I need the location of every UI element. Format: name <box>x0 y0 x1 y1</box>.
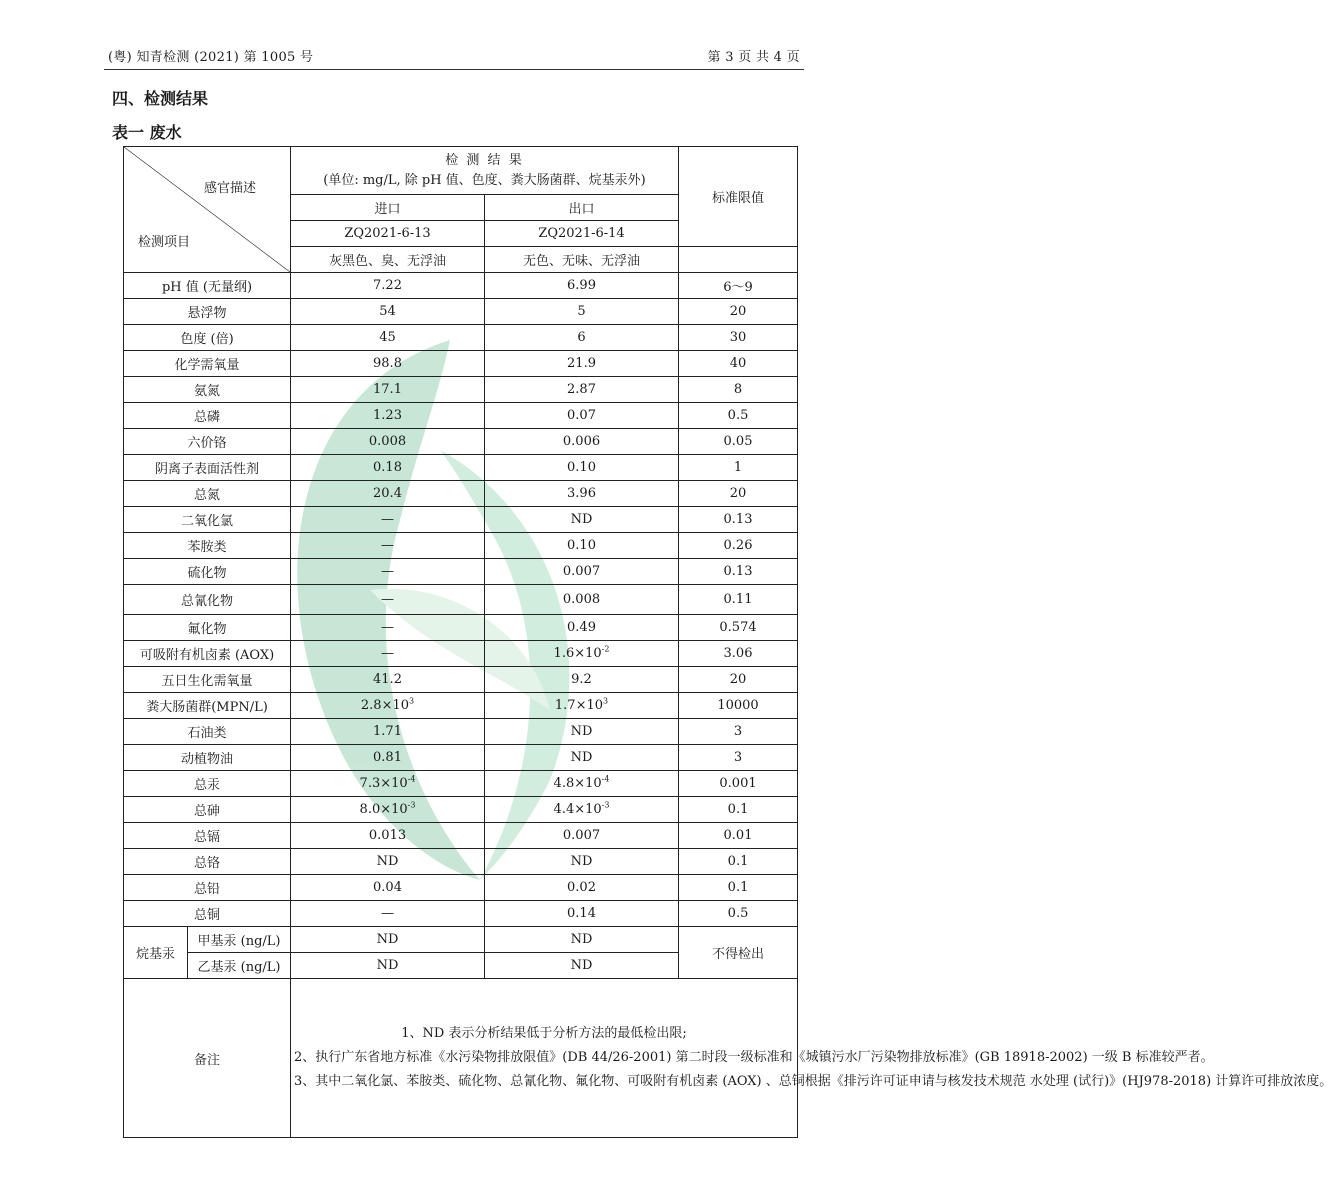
header-divider <box>104 69 804 70</box>
inlet-value <box>291 693 485 719</box>
outlet-value: 5 <box>485 299 679 325</box>
outlet-label: 出口 <box>485 195 679 221</box>
test-item: 色度 (倍) <box>124 325 291 351</box>
test-item: 总铜 <box>124 901 291 927</box>
outlet-value: ND <box>485 719 679 745</box>
limit-value: 3 <box>679 719 798 745</box>
table-row <box>124 667 798 693</box>
inlet-value: — <box>291 559 485 585</box>
table-row <box>124 429 798 455</box>
table-row <box>124 585 798 615</box>
inlet-value: 0.013 <box>291 823 485 849</box>
table-row <box>124 901 798 927</box>
test-item: 总铬 <box>124 849 291 875</box>
table-row <box>124 823 798 849</box>
test-item: 五日生化需氧量 <box>124 667 291 693</box>
limit-value: 30 <box>679 325 798 351</box>
inlet-value: 45 <box>291 325 485 351</box>
test-item: 总镉 <box>124 823 291 849</box>
inlet-value: ND <box>291 849 485 875</box>
test-item: 总磷 <box>124 403 291 429</box>
section-title: 四、检测结果 <box>112 89 209 108</box>
inlet-value <box>291 771 485 797</box>
inlet-value: 98.8 <box>291 351 485 377</box>
outlet-value-base: 1.6×10 <box>553 646 602 661</box>
test-item: 可吸附有机卤素 (AOX) <box>124 641 291 667</box>
test-item: 总铅 <box>124 875 291 901</box>
page-indicator: 第 3 页 共 4 页 <box>707 50 800 65</box>
table-row <box>124 771 798 797</box>
test-item: 氨氮 <box>124 377 291 403</box>
outlet-value: 0.14 <box>485 901 679 927</box>
test-item: 总氮 <box>124 481 291 507</box>
table-row <box>124 351 798 377</box>
limit-value: 10000 <box>679 693 798 719</box>
outlet-value: 6 <box>485 325 679 351</box>
table-row <box>124 533 798 559</box>
outlet-value-base: 4.8×10 <box>553 776 602 791</box>
outlet-value: ND <box>485 849 679 875</box>
inlet-value-exponent: -4 <box>407 774 416 784</box>
table-row <box>124 273 798 299</box>
outlet-value <box>485 771 679 797</box>
inlet-value: — <box>291 641 485 667</box>
test-item: 六价铬 <box>124 429 291 455</box>
outlet-value <box>485 797 679 823</box>
inlet-value: 1.23 <box>291 403 485 429</box>
wastewater-results-table <box>123 146 1332 1138</box>
limit-value: 1 <box>679 455 798 481</box>
inlet-value: 54 <box>291 299 485 325</box>
table-row <box>124 875 798 901</box>
outlet-value: ND <box>485 745 679 771</box>
inlet-sample-code: ZQ2021-6-13 <box>291 221 485 247</box>
inlet-value: — <box>291 615 485 641</box>
table-row <box>124 615 798 641</box>
outlet-value: ND <box>485 927 679 953</box>
inlet-value: 17.1 <box>291 377 485 403</box>
test-item: 二氧化氯 <box>124 507 291 533</box>
table-title: 表一 废水 <box>112 123 182 142</box>
inlet-value: 0.04 <box>291 875 485 901</box>
table-row <box>124 745 798 771</box>
note-item: 2、执行广东省地方标准《水污染物排放限值》(DB 44/26-2001) 第二时段一级标准和《城镇污水厂污染物排放标准》(GB 18918-2002) 一级 B 标准较严者。 <box>294 1050 1214 1065</box>
inlet-value: — <box>291 533 485 559</box>
inlet-value: 1.71 <box>291 719 485 745</box>
limit-value: 6～9 <box>679 273 798 299</box>
outlet-value: 6.99 <box>485 273 679 299</box>
limit-value: 0.1 <box>679 797 798 823</box>
notes-content <box>291 979 1332 1138</box>
limit-value: 8 <box>679 377 798 403</box>
table-row <box>124 693 798 719</box>
inlet-description: 灰黑色、臭、无浮油 <box>291 247 485 273</box>
outlet-value: 0.007 <box>485 559 679 585</box>
outlet-value-exponent: -3 <box>601 800 610 810</box>
inlet-value: 41.2 <box>291 667 485 693</box>
limit-value: 20 <box>679 667 798 693</box>
inlet-value: — <box>291 585 485 615</box>
outlet-value: 0.10 <box>485 533 679 559</box>
corner-cell <box>124 147 291 273</box>
alkyl-mercury-group: 烷基汞 <box>124 927 188 979</box>
notes-row <box>124 979 798 1138</box>
test-item: 硫化物 <box>124 559 291 585</box>
table-row <box>124 377 798 403</box>
limit-value: 0.13 <box>679 559 798 585</box>
outlet-value: 0.006 <box>485 429 679 455</box>
table-row <box>124 481 798 507</box>
inlet-value-exponent: 3 <box>409 696 415 706</box>
outlet-value: 21.9 <box>485 351 679 377</box>
notes-label: 备注 <box>124 979 291 1138</box>
test-item: 氟化物 <box>124 615 291 641</box>
inlet-value-base: 2.8×10 <box>360 698 409 713</box>
inlet-value: 0.008 <box>291 429 485 455</box>
outlet-value-exponent: 3 <box>603 696 609 706</box>
table-row <box>124 507 798 533</box>
outlet-value-base: 1.7×10 <box>554 698 604 713</box>
table-row <box>124 325 798 351</box>
limit-value: 20 <box>679 481 798 507</box>
inlet-value: — <box>291 507 485 533</box>
outlet-value: ND <box>485 953 679 979</box>
outlet-value: 2.87 <box>485 377 679 403</box>
inlet-value-exponent: -3 <box>407 800 416 810</box>
outlet-value <box>485 693 679 719</box>
test-item: 化学需氧量 <box>124 351 291 377</box>
table-row <box>124 797 798 823</box>
limit-value: 40 <box>679 351 798 377</box>
note-item: 3、其中二氧化氯、苯胺类、硫化物、总氰化物、氟化物、可吸附有机卤素 (AOX) 、总铜根据《排污许可证申请与核发技术规范 水处理 (试行)》(HJ978-2018) 计算许可排放浓度。 <box>294 1074 1332 1089</box>
table-row <box>124 849 798 875</box>
result-header <box>291 147 679 195</box>
outlet-sample-code: ZQ2021-6-14 <box>485 221 679 247</box>
outlet-value: 0.02 <box>485 875 679 901</box>
test-item: 阴离子表面活性剂 <box>124 455 291 481</box>
limit-value: 0.26 <box>679 533 798 559</box>
outlet-value-exponent: -2 <box>601 644 610 654</box>
limit-value: 3.06 <box>679 641 798 667</box>
table-row <box>124 455 798 481</box>
inlet-value: ND <box>291 927 485 953</box>
result-title: 检 测 结 果 <box>445 152 524 168</box>
table-row <box>124 299 798 325</box>
outlet-value-base: 4.4×10 <box>553 802 602 817</box>
outlet-value <box>485 641 679 667</box>
outlet-value: 3.96 <box>485 481 679 507</box>
outlet-value: 0.008 <box>485 585 679 615</box>
test-item: pH 值 (无量纲) <box>124 273 291 299</box>
limit-value: 3 <box>679 745 798 771</box>
limit-value: 0.1 <box>679 875 798 901</box>
limit-value: 0.05 <box>679 429 798 455</box>
limit-value: 0.5 <box>679 901 798 927</box>
test-item: 动植物油 <box>124 745 291 771</box>
test-item-label: 检测项目 <box>138 235 191 250</box>
outlet-description: 无色、无味、无浮油 <box>485 247 679 273</box>
outlet-value: ND <box>485 507 679 533</box>
table-row <box>124 559 798 585</box>
test-item: 石油类 <box>124 719 291 745</box>
test-item: 苯胺类 <box>124 533 291 559</box>
table-row <box>124 403 798 429</box>
unit-note: (单位: mg/L, 除 pH 值、色度、粪大肠菌群、烷基汞外) <box>323 172 646 188</box>
outlet-value: 0.007 <box>485 823 679 849</box>
limit-blank <box>679 247 798 273</box>
test-item: 粪大肠菌群(MPN/L) <box>124 693 291 719</box>
limit-value: 20 <box>679 299 798 325</box>
limit-value: 不得检出 <box>679 927 798 979</box>
test-item: 总砷 <box>124 797 291 823</box>
inlet-value: 7.22 <box>291 273 485 299</box>
inlet-value-base: 8.0×10 <box>359 802 408 817</box>
limit-header: 标准限值 <box>679 147 798 247</box>
table-row <box>124 641 798 667</box>
outlet-value: 9.2 <box>485 667 679 693</box>
inlet-value: 0.81 <box>291 745 485 771</box>
outlet-value: 0.10 <box>485 455 679 481</box>
inlet-value: 0.18 <box>291 455 485 481</box>
outlet-value: 0.49 <box>485 615 679 641</box>
sensory-desc-label: 感官描述 <box>204 181 257 196</box>
inlet-value-base: 7.3×10 <box>359 776 408 791</box>
limit-value: 0.1 <box>679 849 798 875</box>
limit-value: 0.01 <box>679 823 798 849</box>
limit-value: 0.574 <box>679 615 798 641</box>
inlet-value: — <box>291 901 485 927</box>
limit-value: 0.5 <box>679 403 798 429</box>
note-item: 1、ND 表示分析结果低于分析方法的最低检出限; <box>401 1026 687 1041</box>
limit-value: 0.001 <box>679 771 798 797</box>
test-item: 悬浮物 <box>124 299 291 325</box>
inlet-value: 20.4 <box>291 481 485 507</box>
test-item: 甲基汞 (ng/L) <box>188 927 291 953</box>
test-item: 总氰化物 <box>124 585 291 615</box>
inlet-value <box>291 797 485 823</box>
table-row <box>124 719 798 745</box>
test-item: 总汞 <box>124 771 291 797</box>
inlet-value: ND <box>291 953 485 979</box>
limit-value: 0.11 <box>679 585 798 615</box>
report-number: (粤) 知青检测 (2021) 第 1005 号 <box>108 50 314 65</box>
inlet-label: 进口 <box>291 195 485 221</box>
table-row <box>124 927 798 953</box>
limit-value: 0.13 <box>679 507 798 533</box>
outlet-value: 0.07 <box>485 403 679 429</box>
test-item: 乙基汞 (ng/L) <box>188 953 291 979</box>
outlet-value-exponent: -4 <box>601 774 610 784</box>
